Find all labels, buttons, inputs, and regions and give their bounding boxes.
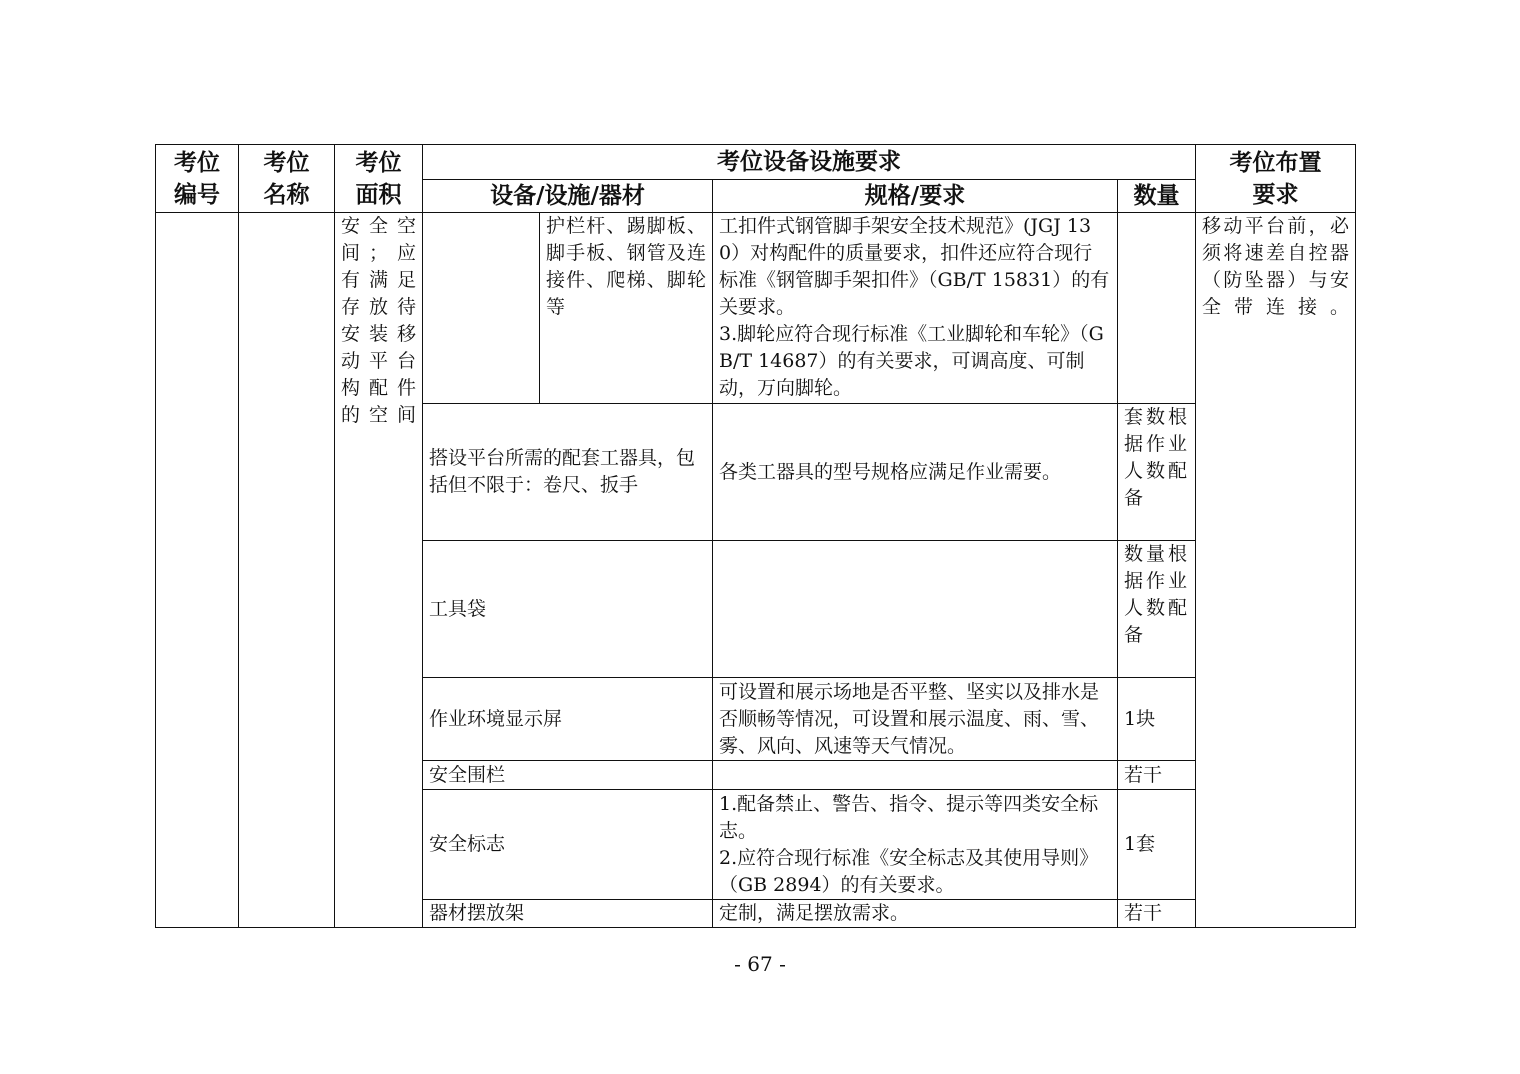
station-number-cell bbox=[156, 213, 239, 928]
equipment-blank-cell bbox=[423, 213, 540, 404]
header-layout-requirements: 考位布置 要求 bbox=[1196, 145, 1356, 213]
equipment-cell: 安全围栏 bbox=[423, 761, 713, 790]
header-station-name: 考位 名称 bbox=[239, 145, 335, 213]
quantity-cell bbox=[1118, 213, 1196, 404]
equipment-cell: 护栏杆、踢脚板、脚手板、钢管及连接件、爬梯、脚轮等 bbox=[540, 213, 713, 404]
quantity-cell: 若干 bbox=[1118, 900, 1196, 928]
spec-cell: 1.配备禁止、警告、指令、提示等四类安全标志。 2.应符合现行标准《安全标志及其使用导则》（GB 2894）的有关要求。 bbox=[713, 790, 1118, 900]
quantity-cell: 1套 bbox=[1118, 790, 1196, 900]
station-name-cell bbox=[239, 213, 335, 928]
quantity-cell: 数量根据作业人数配备 bbox=[1118, 541, 1196, 678]
table-row bbox=[156, 213, 1356, 404]
station-area-cell: 安全空间；应有满足存放待安装移动平台构配件的空间 bbox=[335, 213, 423, 928]
header-station-number: 考位 编号 bbox=[156, 145, 239, 213]
equipment-cell: 工具袋 bbox=[423, 541, 713, 678]
equipment-cell: 器材摆放架 bbox=[423, 900, 713, 928]
quantity-cell: 1块 bbox=[1118, 678, 1196, 761]
header-quantity: 数量 bbox=[1118, 180, 1196, 213]
equipment-cell: 安全标志 bbox=[423, 790, 713, 900]
layout-requirements-cell: 移动平台前，必须将速差自控器（防坠器）与安全带连接。 bbox=[1196, 213, 1356, 928]
equipment-cell: 作业环境显示屏 bbox=[423, 678, 713, 761]
spec-cell: 工扣件式钢管脚手架安全技术规范》(JGJ 130）对构配件的质量要求，扣件还应符合现行标准《钢管脚手架扣件》（GB/T 15831）的有关要求。 3.脚轮应符合现行标准《工业脚轮和车轮》（GB/T 14687）的有关要求，可调高度、可制动，万向脚轮。 bbox=[713, 213, 1118, 404]
spec-cell: 各类工器具的型号规格应满足作业需要。 bbox=[713, 404, 1118, 541]
page-number: - 67 - bbox=[734, 952, 786, 976]
spec-cell: 定制，满足摆放需求。 bbox=[713, 900, 1118, 928]
quantity-cell: 若干 bbox=[1118, 761, 1196, 790]
spec-cell bbox=[713, 541, 1118, 678]
spec-cell bbox=[713, 761, 1118, 790]
requirements-table bbox=[155, 144, 1356, 928]
header-spec: 规格/要求 bbox=[713, 180, 1118, 213]
header-station-area: 考位 面积 bbox=[335, 145, 423, 213]
equipment-cell: 搭设平台所需的配套工器具，包括但不限于：卷尺、扳手 bbox=[423, 404, 713, 541]
spec-cell: 可设置和展示场地是否平整、坚实以及排水是否顺畅等情况，可设置和展示温度、雨、雪、雾、风向、风速等天气情况。 bbox=[713, 678, 1118, 761]
header-equipment: 设备/设施/器材 bbox=[423, 180, 713, 213]
header-equipment-requirements: 考位设备设施要求 bbox=[423, 145, 1196, 180]
quantity-cell: 套数根据作业人数配备 bbox=[1118, 404, 1196, 541]
